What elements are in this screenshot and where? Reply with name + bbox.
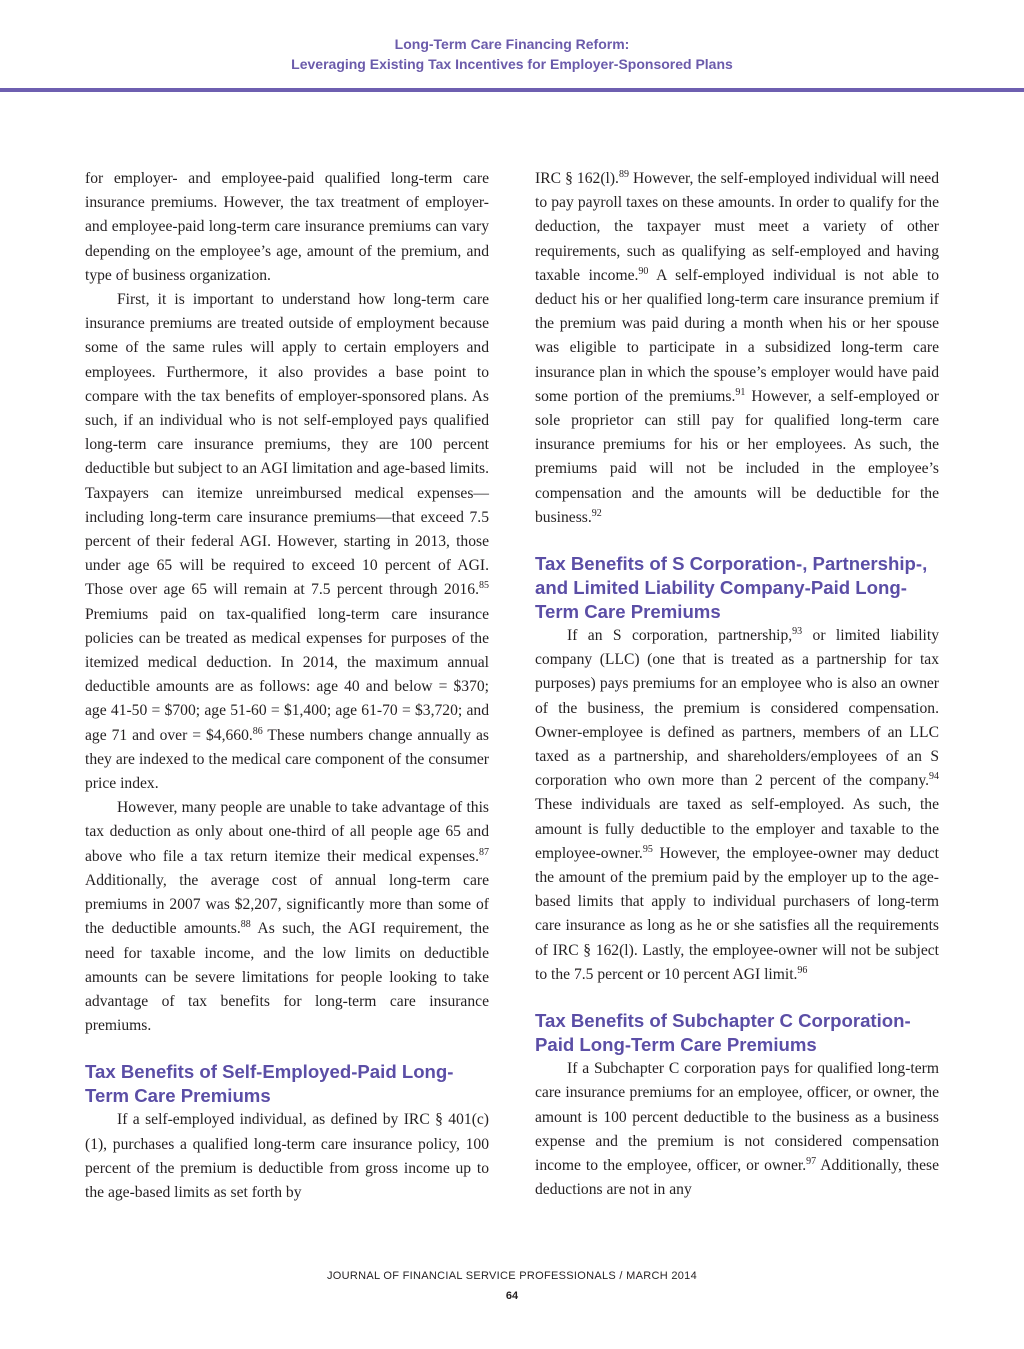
- paragraph-text: These individuals are taxed as self-employed. As such, the amount is fully deductible to the employer and taxable to the employee-owner.: [535, 796, 939, 862]
- paragraph: [535, 624, 939, 987]
- paragraph: [85, 796, 489, 1038]
- footnote-ref-97: 97: [806, 1155, 817, 1167]
- footnote-ref-96: 96: [797, 964, 808, 976]
- paragraph: [535, 1057, 939, 1202]
- section-heading-s-corporation: Tax Benefits of S Corporation-, Partnership-, and Limited Liability Company-Paid Long-Term Care Premiums: [535, 553, 928, 623]
- paragraph-text: If a self-employed individual, as defined by IRC § 401(c)(1), purchases a qualified long-term care insurance policy, 100 percent of the premium is deductible from gross income up to the age-based limits as set forth by: [85, 1111, 489, 1201]
- paragraph-text: However, the self-employed individual will need to pay payroll taxes on these amounts. In order to qualify for the deduction, the taxpayer must meet a variety of other requirements, such as qualifying as self-employed and having taxable income.: [535, 170, 939, 284]
- paragraph: [85, 288, 489, 796]
- paragraph-text: If an S corporation, partnership,: [567, 627, 793, 645]
- paragraph-text: However, the employee-owner may deduct the amount of the premium paid by the employer up to the age-based limits that apply to individual purchasers of long-term care insurance as long as he or she satisfies all the requirements of IRC § 162(l). Lastly, the employee-owner will not be subject to the 7.5 percent or 10 percent AGI limit.: [535, 844, 939, 983]
- header-rule: [0, 88, 1024, 92]
- journal-footer: JOURNAL OF FINANCIAL SERVICE PROFESSIONALS / MARCH 2014: [326, 1270, 697, 1282]
- paragraph-text: A self-employed individual is not able to deduct his or her qualified long-term care insurance premium if the premium was paid during a month when his or her spouse was eligible to participate in a subsidized long-term care insurance plan in which the spouse’s employer would have paid some portion of the premiums.: [535, 266, 939, 405]
- paragraph-text: If a Subchapter C corporation pays for qualified long-term care insurance premiums for an employee, officer, or owner, the amount is 100 percent deductible to the business as a business expense and the premium is not considered compensation income to the employee, officer, or owner.: [535, 1060, 939, 1174]
- paragraph-text: As such, the AGI requirement, the need for taxable income, and the low limits on deductible amounts can be severe limitations for people looking to take advantage of tax benefits for long-term care insurance premiums.: [85, 920, 490, 1035]
- right-column: [535, 167, 939, 1202]
- left-column: [85, 167, 489, 1205]
- footnote-ref-94: 94: [929, 771, 939, 783]
- footnote-ref-93: 93: [792, 625, 803, 637]
- paragraph-text: Additionally, the average cost of annual long-term care premiums in 2007 was $2,207, significantly more than some of the deductible amounts.: [85, 871, 489, 938]
- paragraph: [85, 167, 489, 288]
- section-heading-self-employed: Tax Benefits of Self-Employed-Paid Long-Term Care Premiums: [85, 1061, 454, 1107]
- header-title-line-2: Leveraging Existing Tax Incentives for Employer-Sponsored Plans: [291, 56, 733, 72]
- paragraph-text: However, a self-employed or sole proprietor can still pay for qualified long-term care insurance premiums for his or her employees. As such, the premiums paid will not be included in the employee’s compensation and the amounts will be deductible for the business.: [535, 387, 939, 526]
- footnote-ref-87: 87: [479, 846, 489, 858]
- paragraph: [535, 167, 939, 530]
- paragraph-text: for employer- and employee-paid qualified long-term care insurance premiums. However, the tax treatment of employer- and employee-paid long-term care insurance premiums can vary depending on the employee’s age, amount of the premium, and type of business organization.: [85, 170, 489, 284]
- footnote-ref-92: 92: [591, 507, 602, 519]
- header-title-line-1: Long-Term Care Financing Reform:: [394, 36, 630, 52]
- section-heading-c-corporation: Tax Benefits of Subchapter C Corporation-Paid Long-Term Care Premiums: [535, 1010, 911, 1056]
- footnote-ref-86: 86: [252, 725, 263, 737]
- page-number: 64: [505, 1290, 519, 1302]
- paragraph-text: or limited liability company (LLC) (one that is treated as a partnership for tax purposes) pays premiums for an employee who is also an owner of the business, the premium is considered compensation. Owner-employee is defined as partners, members of an LLC taxed as a partnership, and shareholders/employees of an S corporation who own more than 2 percent of the company.: [535, 627, 939, 790]
- paragraph-text: Premiums paid on tax-qualified long-term care insurance policies can be treated as medical expenses for purposes of the itemized medical deduction. In 2014, the maximum annual deductible amounts are as follows: age 40 and below = $370; age 41-50 = $700; age 51-60 = $1,400; age 61-70 = $3,720; and age 71 and over = $4,660.: [85, 605, 489, 744]
- footnote-ref-85: 85: [479, 580, 489, 592]
- footnote-ref-90: 90: [638, 265, 649, 277]
- paragraph: [85, 1108, 489, 1205]
- footnote-ref-89: 89: [618, 168, 629, 180]
- paragraph-text: IRC § 162(l).: [535, 170, 619, 187]
- footnote-ref-91: 91: [735, 386, 746, 398]
- paragraph-text: First, it is important to understand how long-term care insurance premiums are treated outside of employment because some of the same rules will apply to certain employers and employees. Furthermore, it also provides a base point to compare with the tax benefits of employer-sponsored plans. As such, if an individual who is not self-employed pays qualified long-term care insurance premiums, they are 100 percent deductible but subject to an AGI limitation and age-based limits. Taxpayers can itemize unreimbursed medical expenses—including long-term care insurance premiums—that exceed 7.5 percent of their federal AGI. However, starting in 2013, those under age 65 will be required to exceed 10 percent of AGI. Those over age 65 will remain at 7.5 percent through 2016.: [85, 291, 489, 599]
- paragraph-text: Additionally, these deductions are not in any: [535, 1156, 939, 1199]
- footnote-ref-88: 88: [240, 919, 251, 931]
- paragraph-text: However, many people are unable to take advantage of this tax deduction as only about one-third of all people age 65 and above who file a tax return itemize their medical expenses.: [85, 799, 489, 865]
- paragraph-text: These numbers change annually as they are indexed to the medical care component of the consumer price index.: [85, 726, 489, 793]
- running-header: [0, 34, 1024, 74]
- footnote-ref-95: 95: [642, 843, 653, 855]
